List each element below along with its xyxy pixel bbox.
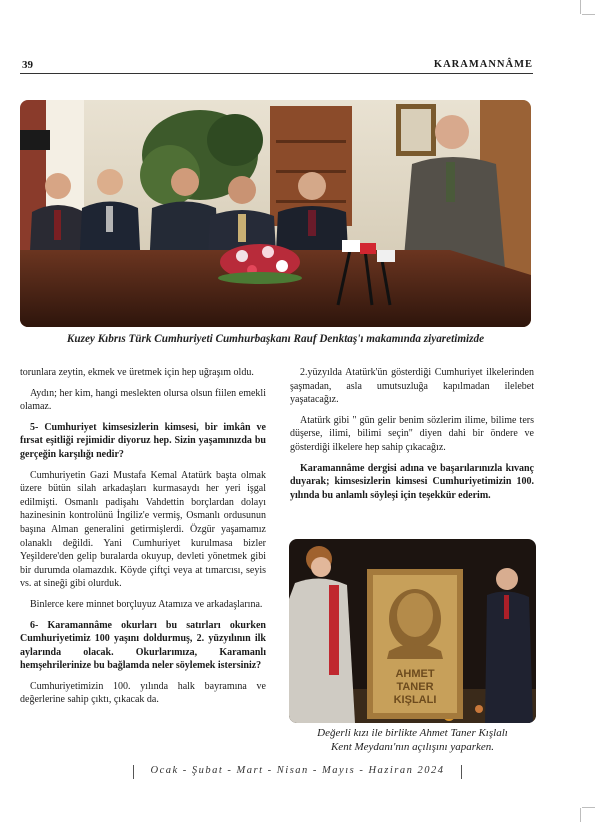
closing-remark: Karamannâme dergisi adına ve başarılarınızla kıvanç duyarak; kimsesizlerin kimsesi Cumhuriyetimizin 100. yılında bu anlamlı söyleşi için teşekkür ederim.	[290, 462, 534, 501]
paragraph: Cumhuriyetin Gazi Mustafa Kemal Atatürk başta olmak üzere bütün silah arkadaşları kurmasaydı her yeri işgal edilmişti. Osmanlı padişahı Vahdettin borçlardan dolayı hazinesinin kontrolünü İngiliz'e vermiş, Osmanlı ordusunun başına Alman generalini getirmişlerdi. Özgür yaşamamız olanaklı değildi. Yani Cumhuriyet kurulmasa bizler Yeşildere'den gelip buralarda okuyup, devleti yönetmek gibi bir durumda olamazdık. Köyde çiftçi veya at tımarcısı, seyis vs. at sineği gibi olurduk.	[20, 469, 266, 590]
interview-question: 5- Cumhuriyet kimsesizlerin kimsesi, bir imkân ve fırsat eşitliği rejimidir diyoruz hep. Sizin yaşamınızda bu gerçeğin karşılığı nedir?	[20, 421, 266, 460]
plaque-line: KIŞLALI	[393, 694, 437, 706]
paragraph: Cumhuriyetimizin 100. yılında halk bayramına ve değerlerine sahip çıktı, çıkacak da.	[20, 680, 266, 706]
plaque-photo	[289, 539, 536, 723]
meeting-photo	[20, 100, 531, 327]
paragraph: 2.yüzyılda Atatürk'ün gösterdiği Cumhuriyet ilkelerinden şaşmadan, asla umutsuzluğa kapılmadan ilelebet yaşatacağız.	[290, 367, 534, 406]
left-text-column	[20, 366, 266, 714]
caption-line: Kent Meydanı'nın açılışını yaparken.	[330, 741, 495, 753]
crop-mark	[582, 14, 595, 15]
header-divider	[20, 73, 533, 74]
paragraph: torunlara zeytin, ekmek ve üretmek için hep uğraşım oldu.	[20, 367, 254, 378]
footer-bar	[461, 765, 462, 779]
caption-line: Değerli kızı ile birlikte Ahmet Taner Kışlalı	[317, 727, 508, 739]
page-number: 39	[22, 59, 33, 71]
magazine-title: KARAMANNÂME	[433, 59, 533, 70]
crop-mark	[580, 0, 581, 14]
paragraph: Atatürk gibi " gün gelir benim sözlerim ilime, bilime ters düşerse, ilimi, bilimi seçin" diyen dahi bir öndere ve gösterdiği ilkelere hep sahip çıkacağız.	[290, 414, 534, 453]
right-text-column	[290, 366, 534, 509]
interview-question: 6- Karamannâme okurları bu satırları okurken Cumhuriyetimiz 100 yaşını doldurmuş, 2. yüzyılının ilk aylarında olacak. Okurlarımıza, Karamanlı hemşehrilerinize bu bağlamda neler söylemek istersiniz?	[20, 619, 266, 672]
crop-mark	[582, 807, 595, 808]
plaque-line: TANER	[396, 681, 434, 693]
plaque-line: AHMET	[395, 668, 435, 680]
issue-footer: Ocak - Şubat - Mart - Nisan - Mayıs - Haziran 2024	[150, 765, 445, 776]
paragraph: Aydın; her kim, hangi meslekten olursa olsun fiilen emekli olamaz.	[20, 387, 266, 413]
top-photo-caption: Kuzey Kıbrıs Türk Cumhuriyeti Cumhurbaşkanı Rauf Denktaş'ı makamında ziyaretimizde	[66, 333, 485, 345]
paragraph: Binlerce kere minnet borçluyuz Atamıza ve arkadaşlarına.	[30, 598, 263, 610]
plaque-photo-caption	[289, 726, 536, 754]
crop-mark	[580, 808, 581, 822]
